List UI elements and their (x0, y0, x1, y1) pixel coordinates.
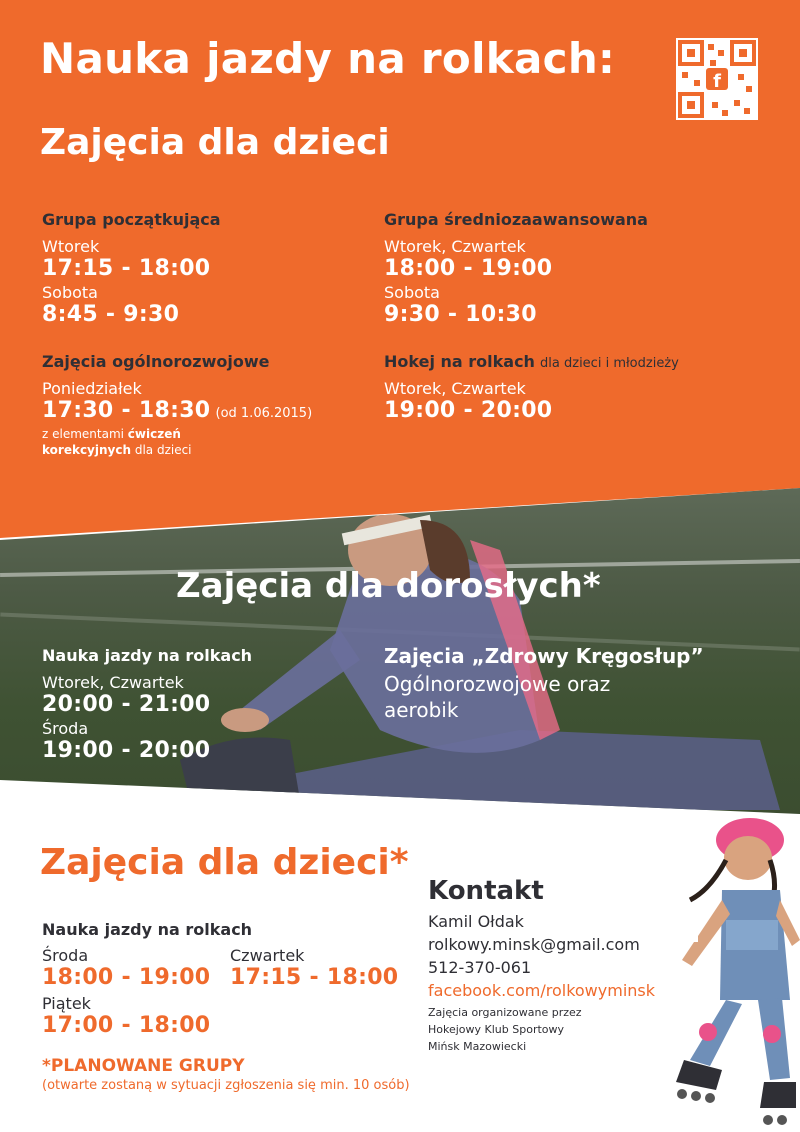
group-beginner (42, 210, 362, 327)
group-name: Zajęcia ogólnorozwojowe (42, 352, 270, 371)
group-hockey (384, 352, 784, 423)
slot-note: (od 1.06.2015) (215, 406, 313, 421)
org-line: Hokejowy Klub Sportowy (428, 1023, 565, 1036)
slot-time: 18:00 - 19:00 (42, 965, 211, 990)
kid-on-rollerblades-illustration (630, 790, 800, 1132)
planned-kids-title: Zajęcia dla dzieci* (40, 842, 409, 883)
kids-section-title: Zajęcia dla dzieci (40, 122, 390, 163)
group-general-development (42, 352, 372, 457)
group-intermediate (384, 210, 764, 327)
extra-text-bold: ćwiczeń (127, 427, 181, 441)
qr-code-facebook-icon[interactable] (676, 38, 758, 120)
contact-email[interactable]: rolkowy.minsk@gmail.com (428, 935, 640, 954)
slot-day: Poniedziałek (42, 379, 142, 398)
slot-day: Sobota (42, 283, 98, 302)
contact-phone[interactable]: 512-370-061 (428, 958, 532, 977)
group-name: Nauka jazdy na rolkach (42, 646, 253, 665)
slot-time: 20:00 - 21:00 (42, 692, 211, 717)
contact-facebook-link[interactable]: facebook.com/rolkowyminsk (428, 981, 655, 1000)
extra-class-desc: Ogólnorozwojowe oraz (384, 672, 611, 696)
extra-text: z elementami (42, 427, 128, 441)
slot-day: Sobota (384, 283, 440, 302)
slot-time: 17:00 - 18:00 (42, 1013, 211, 1038)
group-name: Grupa średniozaawansowana (384, 210, 648, 229)
adults-group (42, 646, 362, 763)
slot-day: Środa (42, 719, 89, 738)
planned-label: *PLANOWANE GRUPY (42, 1056, 245, 1076)
contact-title: Kontakt (428, 876, 544, 906)
planned-slot (42, 946, 210, 990)
group-extra-line (42, 427, 372, 441)
slot-time: 19:00 - 20:00 (42, 738, 211, 763)
extra-text: dla dzieci (131, 443, 192, 457)
slot-time: 17:30 - 18:30 (42, 398, 211, 423)
group-name-suffix: dla dzieci i młodzieży (540, 356, 679, 371)
slot-time: 8:45 - 9:30 (42, 302, 180, 327)
slot-day: Piątek (42, 994, 91, 1013)
org-line: Mińsk Mazowiecki (428, 1040, 527, 1053)
page-title: Nauka jazdy na rolkach: (40, 34, 616, 83)
slot-time: 19:00 - 20:00 (384, 398, 553, 423)
slot-day: Wtorek, Czwartek (42, 673, 184, 692)
slot-day: Wtorek, Czwartek (384, 237, 526, 256)
org-line: Zajęcia organizowane przez (428, 1006, 582, 1019)
group-name: Grupa początkująca (42, 210, 221, 229)
svg-text:f: f (713, 71, 721, 92)
adults-section-title: Zajęcia dla dorosłych* (176, 566, 601, 606)
planned-group-name: Nauka jazdy na rolkach (42, 920, 253, 939)
extra-class-desc: aerobik (384, 698, 459, 722)
planned-slot (42, 994, 210, 1038)
slot-day: Wtorek, Czwartek (384, 379, 526, 398)
slot-time: 17:15 - 18:00 (42, 256, 211, 281)
contact-name: Kamil Ołdak (428, 912, 524, 931)
slot-time: 17:15 - 18:00 (230, 965, 399, 990)
adults-extra-class (384, 644, 784, 722)
planned-note: (otwarte zostaną w sytuacji zgłoszenia się min. 10 osób) (42, 1078, 410, 1093)
slot-time: 9:30 - 10:30 (384, 302, 537, 327)
extra-text-bold: korekcyjnych (42, 443, 132, 457)
slot-day: Środa (42, 946, 89, 965)
planned-slot (230, 946, 398, 990)
group-extra-line (42, 443, 372, 457)
extra-class-title: Zajęcia „Zdrowy Kręgosłup” (384, 644, 704, 668)
group-name: Hokej na rolkach (384, 352, 535, 371)
slot-day: Czwartek (230, 946, 305, 965)
slot-time: 18:00 - 19:00 (384, 256, 553, 281)
slot-day: Wtorek (42, 237, 100, 256)
